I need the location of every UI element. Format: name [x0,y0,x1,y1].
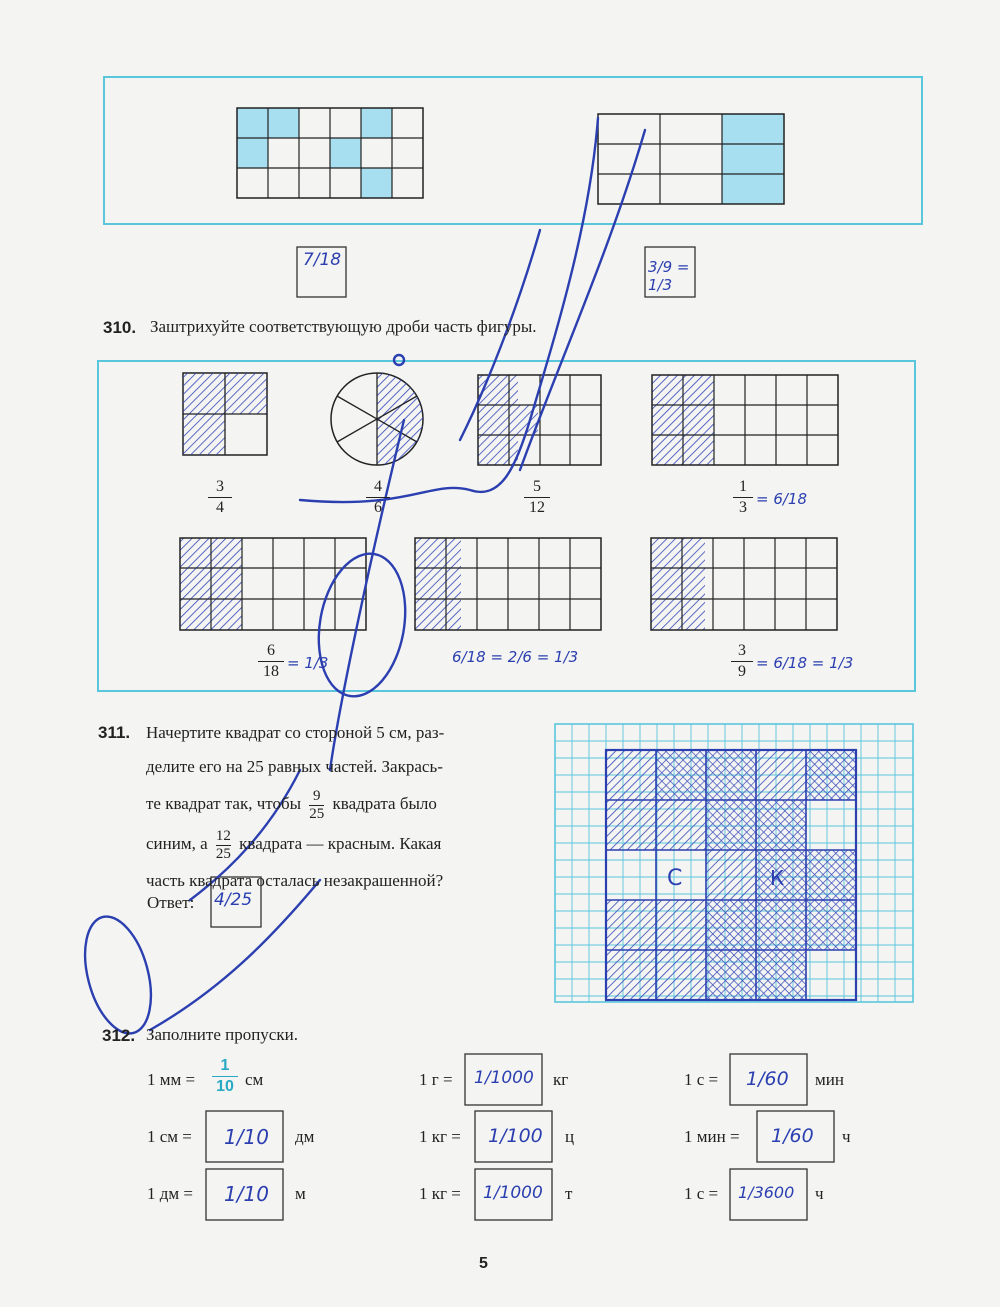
fig-6x3-c [415,538,601,630]
row-dm-value: 1/10 [224,1182,269,1206]
row-g-value: 1/1000 [474,1068,534,1088]
row-kg-t-unit: т [565,1184,573,1203]
answer-label: Ответ: [147,893,195,912]
task310-text: Заштрихуйте соответствующую дроби часть фигуры. [150,317,537,336]
grid-label-k: К [770,866,785,890]
row-kg-t-label: 1 кг = [419,1184,461,1203]
top-frame [104,77,922,224]
fig-6x3-d [651,538,837,630]
drawn-square [606,750,856,1000]
fig-circle [331,373,423,465]
answer-top-left: 7/18 [302,250,342,270]
task311-text: Начертите квадрат со стороной 5 см, раз- делите его на 25 равных частей. Закрась- те квадрат так, чтобы $\frac{9}{25}$ квадрата было синим, а $\frac{12}{25}$ квадрата — красным. Какая часть квадрата осталась незакрашенной? [146,723,445,890]
row-dm-label: 1 дм = [147,1184,193,1203]
task310-number: 310. [103,318,137,337]
answer-top-right: 3/9 = 1/3 [648,258,690,294]
fig-6x3-a [652,375,838,465]
row-s-h-value: 1/3600 [738,1183,795,1202]
row-kg-c-value: 1/100 [488,1125,543,1147]
row-kg-c-unit: ц [565,1127,575,1146]
fig2-fraction: 4 6 [366,478,390,517]
fig-6x3-b [180,538,366,630]
fig-2x2 [183,373,267,455]
row-cm-unit: дм [295,1127,315,1146]
row-mm-unit: см [245,1070,264,1089]
top-grid-left [237,108,423,198]
fig3-fraction: 5 12 [524,478,550,517]
row-min-h-label: 1 мин = [684,1127,740,1146]
fig4-answer: = 6/18 [756,490,808,508]
row-cm-value: 1/10 [224,1125,269,1149]
fig7-answer: = 6/18 = 1/3 [756,654,854,672]
row-kg-t-value: 1/1000 [483,1183,543,1203]
row-s-h-label: 1 с = [684,1184,719,1203]
fig7-fraction: 3 9 [731,642,753,681]
fig5-fraction: 6 18 [258,642,284,681]
row-s-min-label: 1 с = [684,1070,719,1089]
row-min-h-unit: ч [842,1127,851,1146]
row-s-min-unit: мин [815,1070,844,1089]
fig1-fraction: 3 4 [208,478,232,517]
task312-text: Заполните пропуски. [146,1025,298,1044]
row-g-label: 1 г = [419,1070,453,1089]
row-mm-label: 1 мм = [147,1070,196,1089]
row-kg-c-label: 1 кг = [419,1127,461,1146]
row-dm-unit: м [295,1184,306,1203]
fig4-fraction: 1 3 [733,478,753,517]
row-s-min-value: 1/60 [746,1068,789,1090]
fig6-answer: 6/18 = 2/6 = 1/3 [452,648,579,666]
row-mm-example: 1 10 [212,1057,238,1096]
row-s-h-unit: ч [815,1184,824,1203]
row-cm-label: 1 см = [147,1127,192,1146]
fig5-answer: = 1/3 [287,654,329,672]
task312-number: 312. [102,1026,136,1045]
answer-311: 4/25 [214,890,253,910]
task311-number: 311. [98,723,131,742]
page-number: 5 [479,1255,488,1272]
row-min-h-value: 1/60 [771,1125,814,1147]
grid-label-c: С [667,866,683,891]
row-g-unit: кг [553,1070,569,1089]
